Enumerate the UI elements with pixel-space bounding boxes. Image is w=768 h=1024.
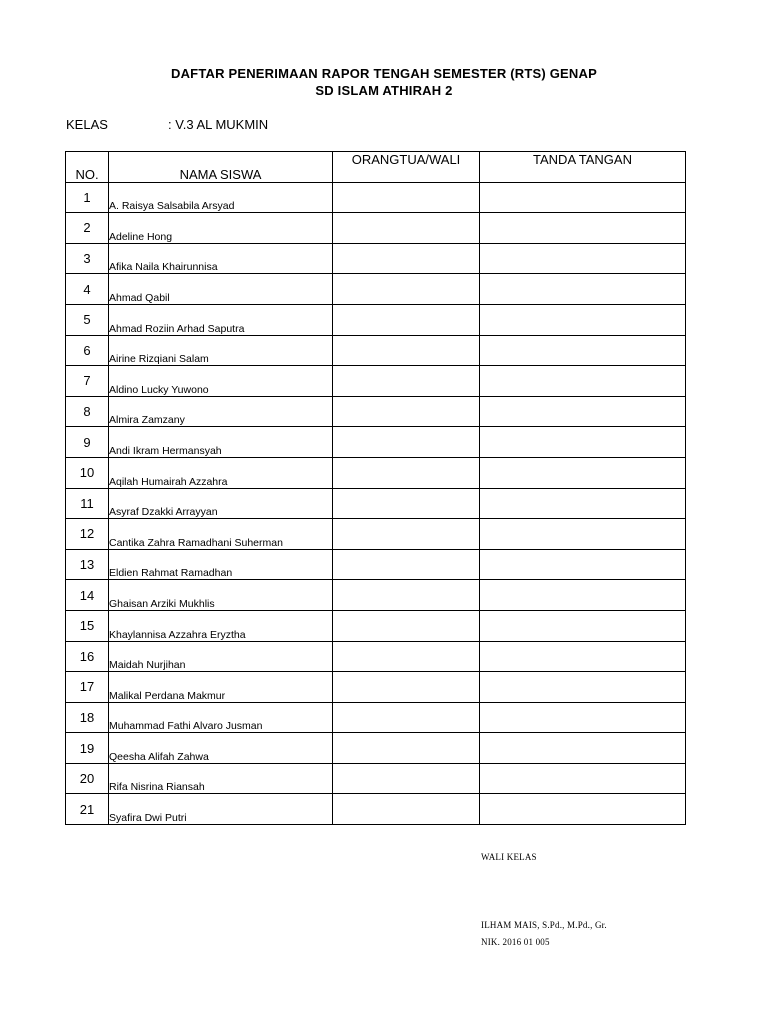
row-number: 5 — [66, 304, 109, 335]
row-number: 2 — [66, 213, 109, 244]
signature-cell[interactable] — [480, 763, 686, 794]
signature-cell[interactable] — [480, 519, 686, 550]
table-row — [66, 274, 686, 305]
signature-cell[interactable] — [480, 610, 686, 641]
student-name: Eldien Rahmat Ramadhan — [109, 549, 333, 580]
guardian-cell[interactable] — [333, 733, 480, 764]
table-row — [66, 580, 686, 611]
guardian-cell[interactable] — [333, 610, 480, 641]
signature-cell[interactable] — [480, 182, 686, 213]
guardian-cell[interactable] — [333, 243, 480, 274]
student-name: Ahmad Qabil — [109, 274, 333, 305]
homeroom-teacher-name: ILHAM MAIS, S.Pd., M.Pd., Gr. — [481, 920, 607, 930]
table-row — [66, 488, 686, 519]
table-row — [66, 641, 686, 672]
row-number: 14 — [66, 580, 109, 611]
signature-cell[interactable] — [480, 335, 686, 366]
student-name: Syafira Dwi Putri — [109, 794, 333, 825]
student-name: Aqilah Humairah Azzahra — [109, 457, 333, 488]
guardian-cell[interactable] — [333, 549, 480, 580]
row-number: 10 — [66, 457, 109, 488]
table-header-row — [66, 152, 686, 183]
signature-cell[interactable] — [480, 243, 686, 274]
signature-cell[interactable] — [480, 457, 686, 488]
signature-cell[interactable] — [480, 396, 686, 427]
homeroom-teacher-nik: NIK. 2016 01 005 — [481, 937, 550, 947]
table-body — [66, 182, 686, 824]
guardian-cell[interactable] — [333, 641, 480, 672]
signature-cell[interactable] — [480, 794, 686, 825]
table-row — [66, 763, 686, 794]
student-name: Andi Ikram Hermansyah — [109, 427, 333, 458]
student-name: Ghaisan Arziki Mukhlis — [109, 580, 333, 611]
school-name: SD ISLAM ATHIRAH 2 — [315, 83, 453, 98]
signature-cell[interactable] — [480, 580, 686, 611]
student-name: Malikal Perdana Makmur — [109, 672, 333, 703]
guardian-cell[interactable] — [333, 794, 480, 825]
guardian-cell[interactable] — [333, 366, 480, 397]
table-row — [66, 519, 686, 550]
row-number: 4 — [66, 274, 109, 305]
student-name: Muhammad Fathi Alvaro Jusman — [109, 702, 333, 733]
homeroom-teacher-label: WALI KELAS — [481, 852, 537, 862]
student-name: Airine Rizqiani Salam — [109, 335, 333, 366]
table-row — [66, 733, 686, 764]
header-no: NO. — [66, 152, 109, 183]
row-number: 7 — [66, 366, 109, 397]
row-number: 6 — [66, 335, 109, 366]
row-number: 16 — [66, 641, 109, 672]
class-value: : V.3 AL MUKMIN — [168, 117, 269, 132]
student-name: Cantika Zahra Ramadhani Suherman — [109, 519, 333, 550]
row-number: 11 — [66, 488, 109, 519]
signature-cell[interactable] — [480, 672, 686, 703]
guardian-cell[interactable] — [333, 182, 480, 213]
table-row — [66, 702, 686, 733]
student-name: Khaylannisa Azzahra Eryztha — [109, 610, 333, 641]
signature-cell[interactable] — [480, 427, 686, 458]
row-number: 9 — [66, 427, 109, 458]
student-name: Maidah Nurjihan — [109, 641, 333, 672]
signature-cell[interactable] — [480, 366, 686, 397]
guardian-cell[interactable] — [333, 304, 480, 335]
guardian-cell[interactable] — [333, 580, 480, 611]
row-number: 20 — [66, 763, 109, 794]
guardian-cell[interactable] — [333, 427, 480, 458]
student-name: Almira Zamzany — [109, 396, 333, 427]
table-row — [66, 396, 686, 427]
table-row — [66, 366, 686, 397]
student-name: Asyraf Dzakki Arrayyan — [109, 488, 333, 519]
signature-cell[interactable] — [480, 733, 686, 764]
table-row — [66, 243, 686, 274]
header-guardian: ORANGTUA/WALI — [333, 152, 480, 183]
report-receipt-table — [65, 151, 686, 825]
row-number: 15 — [66, 610, 109, 641]
header-signature: TANDA TANGAN — [480, 152, 686, 183]
row-number: 13 — [66, 549, 109, 580]
signature-cell[interactable] — [480, 488, 686, 519]
row-number: 8 — [66, 396, 109, 427]
table-row — [66, 335, 686, 366]
table-row — [66, 427, 686, 458]
table-row — [66, 672, 686, 703]
guardian-cell[interactable] — [333, 488, 480, 519]
table-row — [66, 304, 686, 335]
guardian-cell[interactable] — [333, 457, 480, 488]
signature-cell[interactable] — [480, 549, 686, 580]
signature-cell[interactable] — [480, 702, 686, 733]
student-name: Adeline Hong — [109, 213, 333, 244]
row-number: 1 — [66, 182, 109, 213]
guardian-cell[interactable] — [333, 702, 480, 733]
student-name: Rifa Nisrina Riansah — [109, 763, 333, 794]
guardian-cell[interactable] — [333, 335, 480, 366]
table-row — [66, 610, 686, 641]
student-name: Afika Naila Khairunnisa — [109, 243, 333, 274]
guardian-cell[interactable] — [333, 396, 480, 427]
guardian-cell[interactable] — [333, 213, 480, 244]
table-row — [66, 549, 686, 580]
student-name: Qeesha Alifah Zahwa — [109, 733, 333, 764]
row-number: 3 — [66, 243, 109, 274]
student-name: A. Raisya Salsabila Arsyad — [109, 182, 333, 213]
signature-cell[interactable] — [480, 213, 686, 244]
guardian-cell[interactable] — [333, 274, 480, 305]
row-number: 18 — [66, 702, 109, 733]
row-number: 12 — [66, 519, 109, 550]
table-row — [66, 794, 686, 825]
class-label: KELAS — [66, 117, 108, 132]
header-student-name: NAMA SISWA — [109, 152, 333, 183]
table-row — [66, 182, 686, 213]
table-row — [66, 457, 686, 488]
row-number: 21 — [66, 794, 109, 825]
table-row — [66, 213, 686, 244]
guardian-cell[interactable] — [333, 519, 480, 550]
row-number: 17 — [66, 672, 109, 703]
signature-cell[interactable] — [480, 641, 686, 672]
row-number: 19 — [66, 733, 109, 764]
student-name: Aldino Lucky Yuwono — [109, 366, 333, 397]
student-name: Ahmad Roziin Arhad Saputra — [109, 304, 333, 335]
signature-cell[interactable] — [480, 274, 686, 305]
guardian-cell[interactable] — [333, 763, 480, 794]
signature-cell[interactable] — [480, 304, 686, 335]
guardian-cell[interactable] — [333, 672, 480, 703]
document-title: DAFTAR PENERIMAAN RAPOR TENGAH SEMESTER (RTS) GENAP — [171, 66, 597, 81]
